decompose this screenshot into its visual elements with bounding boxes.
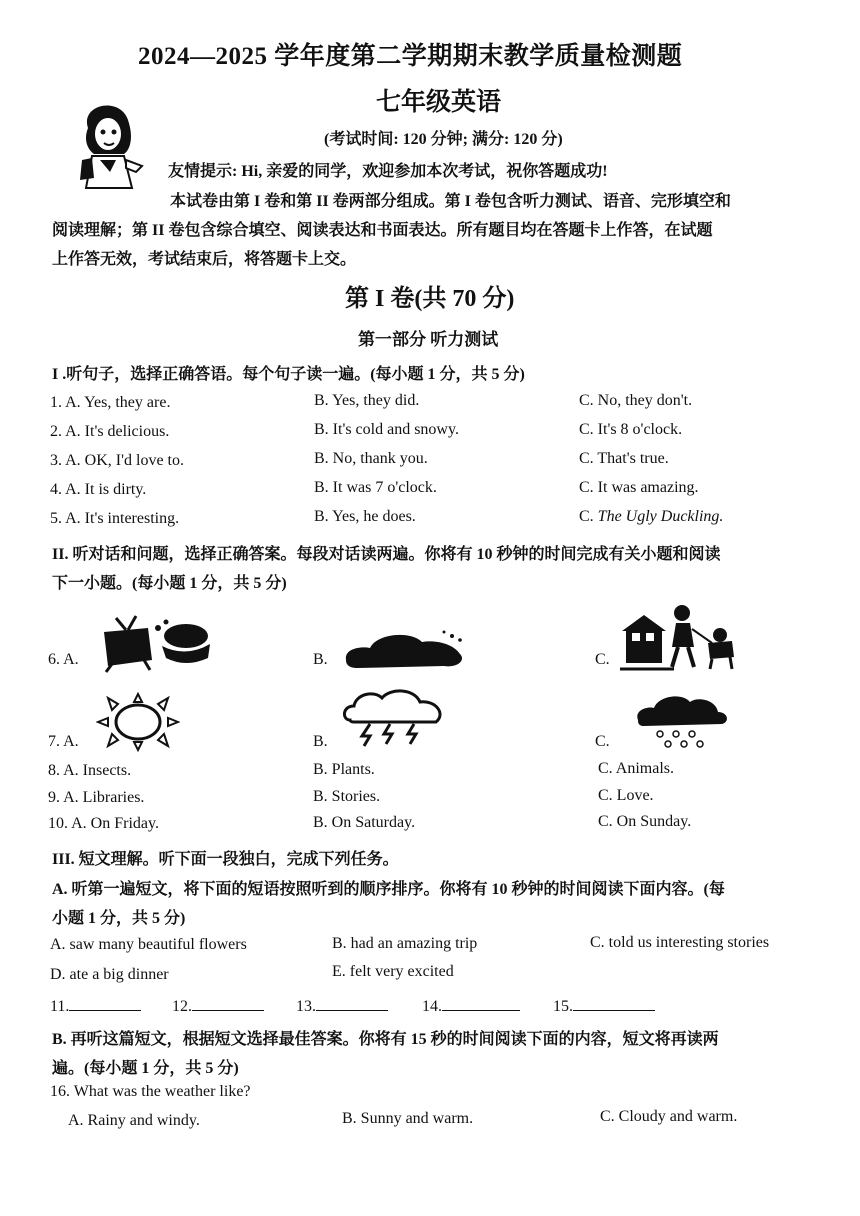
q10-option-c: C. On Sunday. <box>598 813 692 830</box>
q16-option-a: A. Rainy and windy. <box>68 1112 200 1129</box>
q10-option-b: B. On Saturday. <box>313 814 416 831</box>
intro-line-3: 上作答无效，考试结束后，将答题卡上交。 <box>52 251 357 268</box>
q9-option-a: 9. A. Libraries. <box>48 789 145 806</box>
answer-blank-13[interactable] <box>296 994 388 1016</box>
q16-option-c: C. Cloudy and warm. <box>600 1108 738 1125</box>
q5-option-c <box>579 508 723 526</box>
answer-blank-13-label: 13. <box>296 998 316 1015</box>
phrase-a: A. saw many beautiful flowers <box>50 936 247 953</box>
answer-blank-12[interactable] <box>172 994 264 1016</box>
q8-option-c: C. Animals. <box>598 760 675 777</box>
section1-heading: I .听句子，选择正确答语。每个句子读一遍。(每小题 1 分，共 5 分) <box>52 366 525 383</box>
q9-option-b: B. Stories. <box>313 788 381 805</box>
q10-option-a: 10. A. On Friday. <box>48 815 159 832</box>
q2-option-c: C. It's 8 o'clock. <box>579 421 683 438</box>
q7-label-b: B. <box>313 733 328 750</box>
section3-partB-line1: B. 再听这篇短文，根据短文选择最佳答案。你将有 15 秒的时间阅读下面的内容，短文将再读两 <box>52 1031 719 1048</box>
q16-question: 16. What was the weather like? <box>50 1083 251 1100</box>
q6-label-c: C. <box>595 651 610 668</box>
q5-option-c-prefix: C. <box>579 508 598 525</box>
q5-option-c-title: The Ugly Duckling. <box>597 508 724 525</box>
phrase-b: B. had an amazing trip <box>332 935 478 952</box>
exam-title: 2024—2025 学年度第二学期期末教学质量检测题 <box>138 43 683 70</box>
q8-option-a: 8. A. Insects. <box>48 762 132 779</box>
rain-cloud-icon <box>632 690 732 750</box>
friendly-tip: 友情提示: Hi, 亲爱的同学，欢迎参加本次考试，祝你答题成功! <box>168 163 608 180</box>
q9-option-c: C. Love. <box>598 787 654 804</box>
q6-label-a: 6. A. <box>48 651 79 668</box>
dark-cloud-icon <box>340 620 470 670</box>
phrase-c: C. told us interesting stories <box>590 934 770 951</box>
q1-option-b: B. Yes, they did. <box>314 392 420 409</box>
q3-option-b: B. No, thank you. <box>314 450 428 467</box>
answer-blank-12-label: 12. <box>172 998 192 1015</box>
part-title: 第一部分 听力测试 <box>358 330 499 349</box>
section3-partB-line2: 遍。(每小题 1 分，共 5 分) <box>52 1060 239 1077</box>
section2-heading-line1: II. 听对话和问题，选择正确答案。每段对话读两遍。你将有 10 秒钟的时间完成有关小题和阅读 <box>52 546 721 563</box>
q2-option-a: 2. A. It's delicious. <box>50 423 170 440</box>
answer-blank-11-label: 11. <box>50 998 70 1015</box>
answer-blank-15[interactable] <box>553 994 655 1016</box>
q16-option-b: B. Sunny and warm. <box>342 1110 474 1127</box>
tv-and-burger-icon <box>96 614 216 674</box>
exam-info: (考试时间: 120 分钟; 满分: 120 分) <box>324 131 563 148</box>
q4-option-a: 4. A. It is dirty. <box>50 481 147 498</box>
girl-illustration-icon <box>70 98 146 192</box>
sun-icon <box>96 692 180 752</box>
woman-walking-dog-icon <box>620 603 740 675</box>
q7-label-a: 7. A. <box>48 733 79 750</box>
q1-option-a: 1. A. Yes, they are. <box>50 394 171 411</box>
exam-subtitle: 七年级英语 <box>376 89 502 116</box>
answer-blank-14-label: 14. <box>422 998 442 1015</box>
intro-line-1: 本试卷由第 I 卷和第 II 卷两部分组成。第 I 卷包含听力测试、语音、完形填空和 <box>170 193 731 210</box>
q2-option-b: B. It's cold and snowy. <box>314 421 459 438</box>
q5-option-a: 5. A. It's interesting. <box>50 510 180 527</box>
q1-option-c: C. No, they don't. <box>579 392 693 409</box>
q5-option-b: B. Yes, he does. <box>314 508 416 525</box>
q8-option-b: B. Plants. <box>313 761 375 778</box>
q7-label-c: C. <box>595 733 610 750</box>
q6-label-b: B. <box>313 651 328 668</box>
q3-option-c: C. That's true. <box>579 450 669 467</box>
intro-line-2: 阅读理解；第 II 卷包含综合填空、阅读表达和书面表达。所有题目均在答题卡上作答，在试题 <box>52 222 713 239</box>
section3-partA-line1: A. 听第一遍短文，将下面的短语按照听到的顺序排序。你将有 10 秒钟的时间阅读下面内容。(每 <box>52 881 725 898</box>
section2-heading-line2: 下一小题。(每小题 1 分，共 5 分) <box>52 575 287 592</box>
q4-option-c: C. It was amazing. <box>579 479 699 496</box>
phrase-d: D. ate a big dinner <box>50 966 169 983</box>
answer-blank-11[interactable] <box>50 994 141 1016</box>
storm-cloud-icon <box>340 686 450 748</box>
phrase-e: E. felt very excited <box>332 963 454 980</box>
q4-option-b: B. It was 7 o'clock. <box>314 479 437 496</box>
volume-title: 第 I 卷(共 70 分) <box>345 286 515 312</box>
section3-partA-line2: 小题 1 分，共 5 分) <box>52 910 186 927</box>
q3-option-a: 3. A. OK, I'd love to. <box>50 452 184 469</box>
section3-heading: III. 短文理解。听下面一段独白，完成下列任务。 <box>52 851 399 868</box>
answer-blank-15-label: 15. <box>553 998 573 1015</box>
answer-blank-14[interactable] <box>422 994 520 1016</box>
